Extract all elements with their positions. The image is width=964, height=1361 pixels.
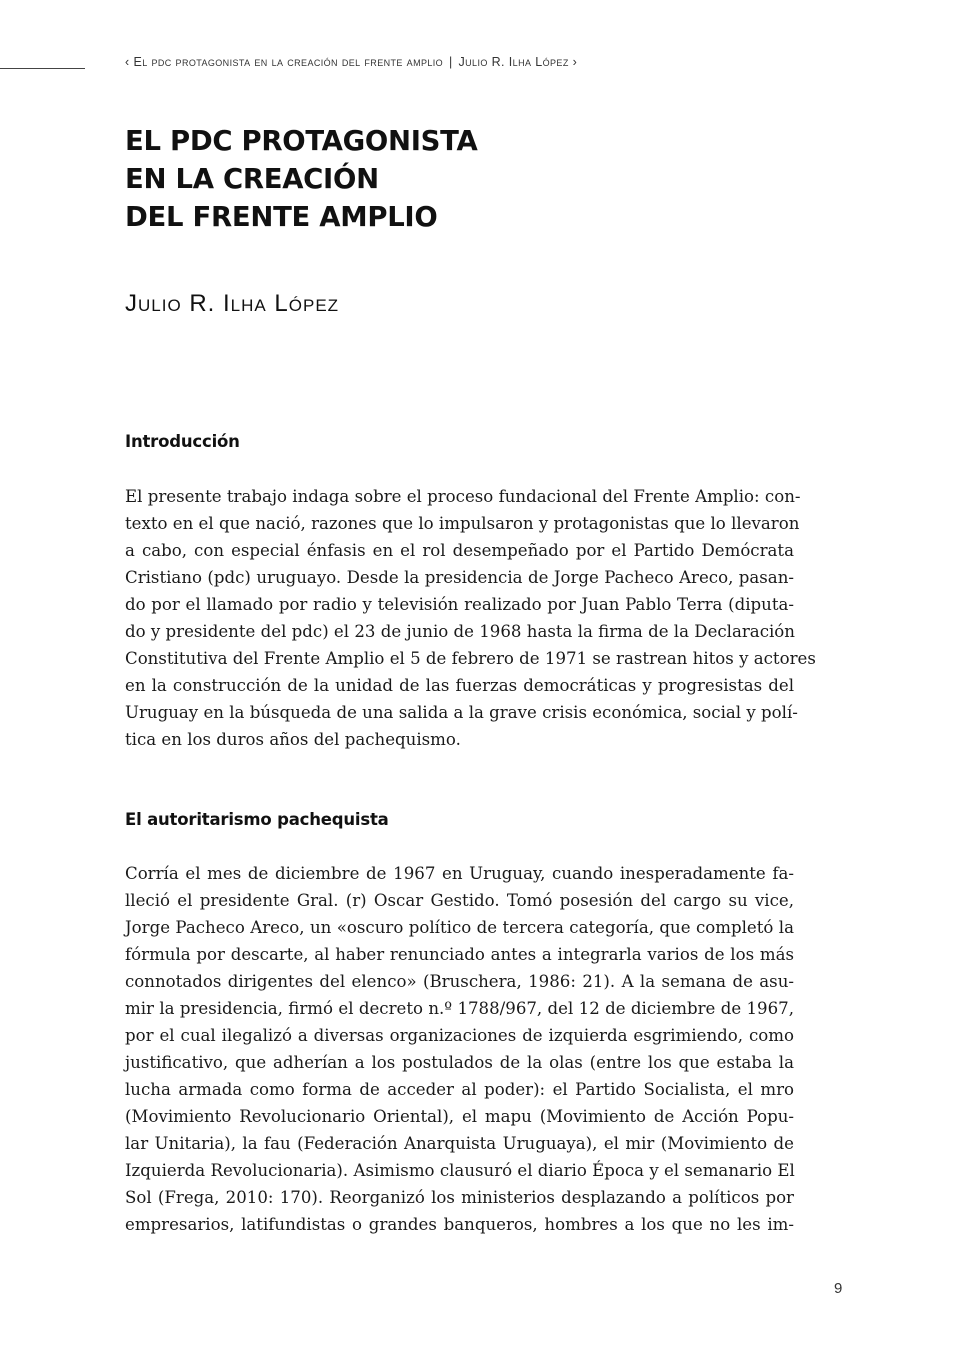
- text-line: lar Unitaria), la fau (Federación Anarquista Uruguaya), el mir (Movimiento de: [125, 1134, 794, 1153]
- text-line: Corría el mes de diciembre de 1967 en Uruguay, cuando inesperadamente fa-: [125, 864, 794, 883]
- text-line: Jorge Pacheco Areco, un «oscuro político de tercera categoría, que completó la: [125, 918, 794, 937]
- text-line: a cabo, con especial énfasis en el rol desempeñado por el Partido Demócrata: [125, 541, 794, 560]
- title-line: EN LA CREACIÓN: [125, 163, 379, 195]
- running-header-separator: |: [448, 55, 453, 69]
- paragraph-autoritarismo: [125, 860, 794, 1238]
- running-header-open: ‹: [125, 55, 130, 69]
- section-heading-introduccion: Introducción: [125, 432, 240, 451]
- author-name: Julio R. Ilha López: [125, 290, 340, 317]
- running-header-chapter: El pdc protagonista en la creación del frente amplio: [133, 55, 444, 69]
- text-line: Izquierda Revolucionaria). Asimismo clausuró el diario Época y el semanario El: [125, 1161, 795, 1180]
- section-heading-autoritarismo: El autoritarismo pachequista: [125, 810, 389, 829]
- text-line: Uruguay en la búsqueda de una salida a la grave crisis económica, social y polí-: [125, 703, 798, 722]
- title-line: DEL FRENTE AMPLIO: [125, 201, 438, 233]
- text-line: justificativo, que adherían a los postulados de la olas (entre los que estaba la: [125, 1053, 794, 1072]
- text-line: texto en el que nació, razones que lo impulsaron y protagonistas que lo llevaron: [125, 514, 800, 533]
- text-line: fórmula por descarte, al haber renunciado antes a integrarla varios de los más: [125, 945, 794, 964]
- text-line: en la construcción de la unidad de las fuerzas democráticas y progresistas del: [125, 676, 794, 695]
- text-line: mir la presidencia, firmó el decreto n.º 1788/967, del 12 de diciembre de 1967,: [125, 999, 794, 1018]
- text-line: lleció el presidente Gral. (r) Oscar Gestido. Tomó posesión del cargo su vice,: [125, 891, 794, 910]
- page-number: 9: [834, 1280, 843, 1297]
- paragraph-introduccion: [125, 483, 816, 753]
- text-line: El presente trabajo indaga sobre el proceso fundacional del Frente Amplio: con-: [125, 487, 801, 506]
- text-line: Constitutiva del Frente Amplio el 5 de febrero de 1971 se rastrean hitos y actores: [125, 649, 816, 668]
- text-line: do por el llamado por radio y televisión realizado por Juan Pablo Terra (diputa-: [125, 595, 794, 614]
- running-header: [125, 55, 825, 69]
- text-line: empresarios, latifundistas o grandes banqueros, hombres a los que no les im-: [125, 1215, 794, 1234]
- text-line: por el cual ilegalizó a diversas organizaciones de izquierda esgrimiendo, como: [125, 1026, 794, 1045]
- running-header-close: ›: [572, 55, 578, 69]
- running-header-author: Julio R. Ilha López: [458, 55, 569, 69]
- header-rule: [0, 68, 85, 69]
- text-line: (Movimiento Revolucionario Oriental), el mapu (Movimiento de Acción Popu-: [125, 1107, 794, 1126]
- text-line: connotados dirigentes del elenco» (Bruschera, 1986: 21). A la semana de asu-: [125, 972, 794, 991]
- text-line: Cristiano (pdc) uruguayo. Desde la presidencia de Jorge Pacheco Areco, pasan-: [125, 568, 794, 587]
- text-line: tica en los duros años del pachequismo.: [125, 730, 461, 749]
- text-line: do y presidente del pdc) el 23 de junio de 1968 hasta la firma de la Declaración: [125, 622, 795, 641]
- text-line: Sol (Frega, 2010: 170). Reorganizó los ministerios desplazando a políticos por: [125, 1188, 794, 1207]
- title-line: EL PDC PROTAGONISTA: [125, 125, 478, 157]
- text-line: lucha armada como forma de acceder al poder): el Partido Socialista, el mro: [125, 1080, 794, 1099]
- chapter-title: [125, 122, 477, 236]
